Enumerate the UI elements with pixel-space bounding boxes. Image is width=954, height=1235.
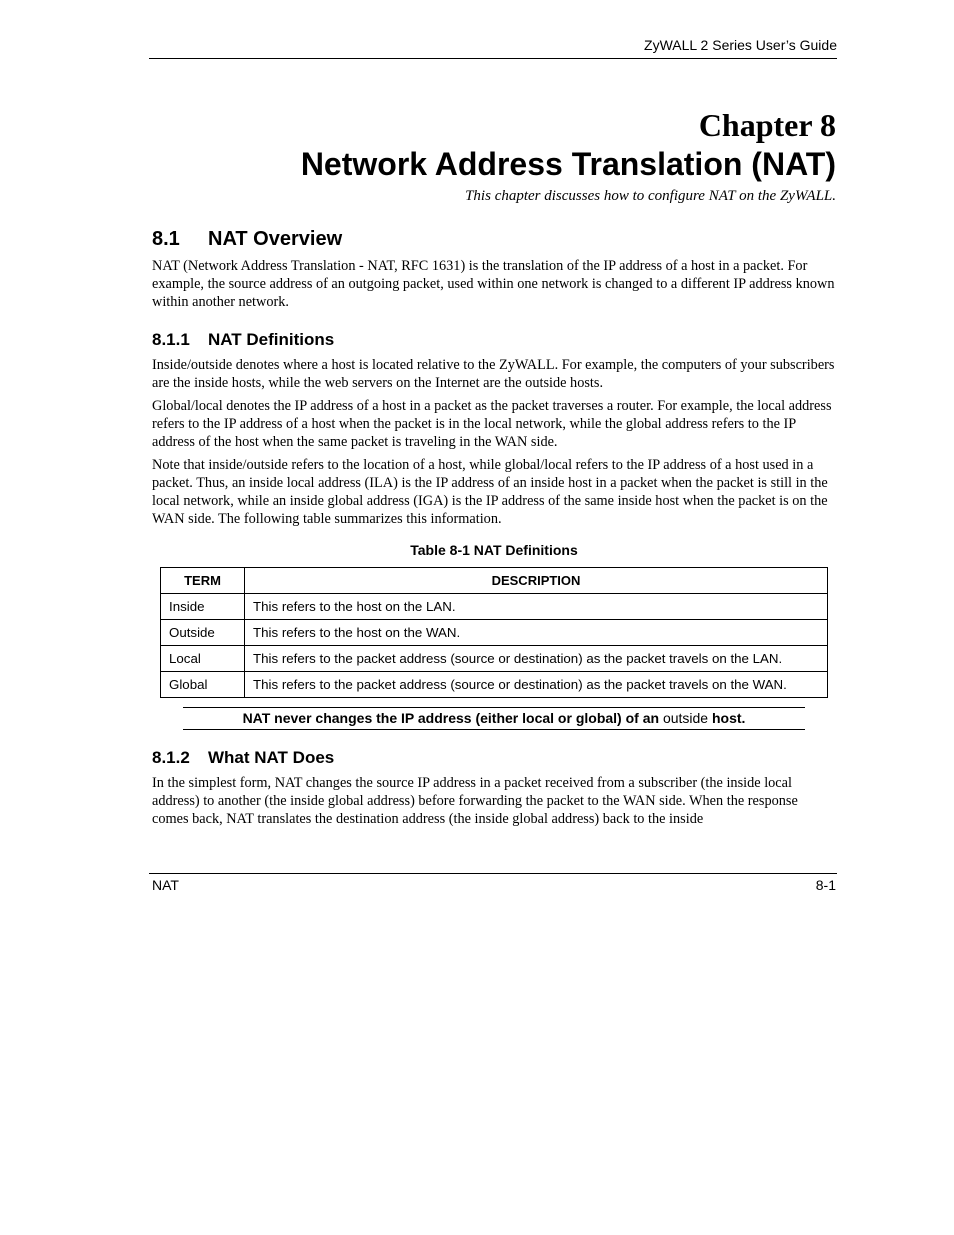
paragraph-what-nat-does: In the simplest form, NAT changes the source IP address in a packet received from a subscriber (the inside local address) to another (the inside global address) before forwarding the packet to the WAN side. When the response comes back, NAT translates the destination address (the inside global address) back to the inside	[152, 775, 798, 827]
paragraph-inside-outside: Inside/outside denotes where a host is located relative to the ZyWALL. For example, the computers of your subscribers are the inside hosts, while the web servers on the Internet are the outside hosts.	[152, 357, 835, 391]
note-text-emphasis: outside	[662, 710, 709, 726]
term-cell: Outside	[161, 620, 245, 646]
section-heading-8-1	[152, 226, 836, 252]
column-header-description: DESCRIPTION	[245, 568, 828, 594]
description-cell: This refers to the host on the WAN.	[245, 620, 828, 646]
table-header-row	[161, 568, 828, 594]
chapter-intro: This chapter discusses how to configure NAT on the ZyWALL.	[465, 188, 836, 204]
table-row	[161, 646, 828, 672]
term-cell: Global	[161, 672, 245, 698]
description-cell: This refers to the packet address (source or destination) as the packet travels on the WAN.	[245, 672, 828, 698]
table-row	[161, 594, 828, 620]
table-caption: Table 8-1 NAT Definitions	[410, 542, 578, 558]
description-cell: This refers to the host on the LAN.	[245, 594, 828, 620]
note-text-bold: NAT never changes the IP address (either local or global) of an	[242, 710, 660, 726]
paragraph-global-local: Global/local denotes the IP address of a host in a packet as the packet traverses a router. For example, the local address refers to the IP address of a host when the packet is in the local network, while the global address refers to the IP address of the host when the same packet is traveling in the WAN side.	[152, 398, 832, 450]
section-number: 8.1	[152, 228, 180, 250]
section-number: 8.1.1	[152, 330, 190, 349]
table-row	[161, 620, 828, 646]
term-cell: Inside	[161, 594, 245, 620]
footer-chapter-name: NAT	[152, 877, 179, 893]
section-number: 8.1.2	[152, 748, 190, 767]
column-header-term: TERM	[161, 568, 245, 594]
note-box	[183, 707, 805, 730]
page-content	[152, 226, 836, 828]
running-header: ZyWALL 2 Series User’s Guide	[149, 37, 837, 59]
term-cell: Local	[161, 646, 245, 672]
chapter-label: Chapter 8	[698, 107, 836, 143]
nat-definitions-table	[160, 567, 828, 698]
section-title: NAT Definitions	[208, 330, 335, 349]
running-footer	[149, 873, 837, 893]
section-title: NAT Overview	[208, 228, 343, 250]
footer-page-number: 8-1	[815, 877, 836, 893]
paragraph-note-ila-iga: Note that inside/outside refers to the location of a host, while global/local refers to the IP address of a host used in a packet. Thus, an inside local address (ILA) is the IP address of an inside host in a packet when the packet is still in the local network, while an inside global address (IGA) is the IP address of the same inside host when the packet is on the WAN side. The following table summarizes this information.	[152, 457, 828, 527]
paragraph-nat-overview: NAT (Network Address Translation - NAT, RFC 1631) is the translation of the IP address of a host in a packet. For example, the source address of an outgoing packet, used within one network is changed to a different IP address known within another network.	[152, 258, 835, 310]
chapter-title: Network Address Translation (NAT)	[300, 146, 836, 182]
section-heading-8-1-2	[152, 747, 836, 769]
description-cell: This refers to the packet address (source or destination) as the packet travels on the LAN.	[245, 646, 828, 672]
table-row	[161, 672, 828, 698]
note-text-bold-end: host.	[711, 710, 746, 726]
section-heading-8-1-1	[152, 329, 836, 351]
section-title: What NAT Does	[208, 748, 335, 767]
